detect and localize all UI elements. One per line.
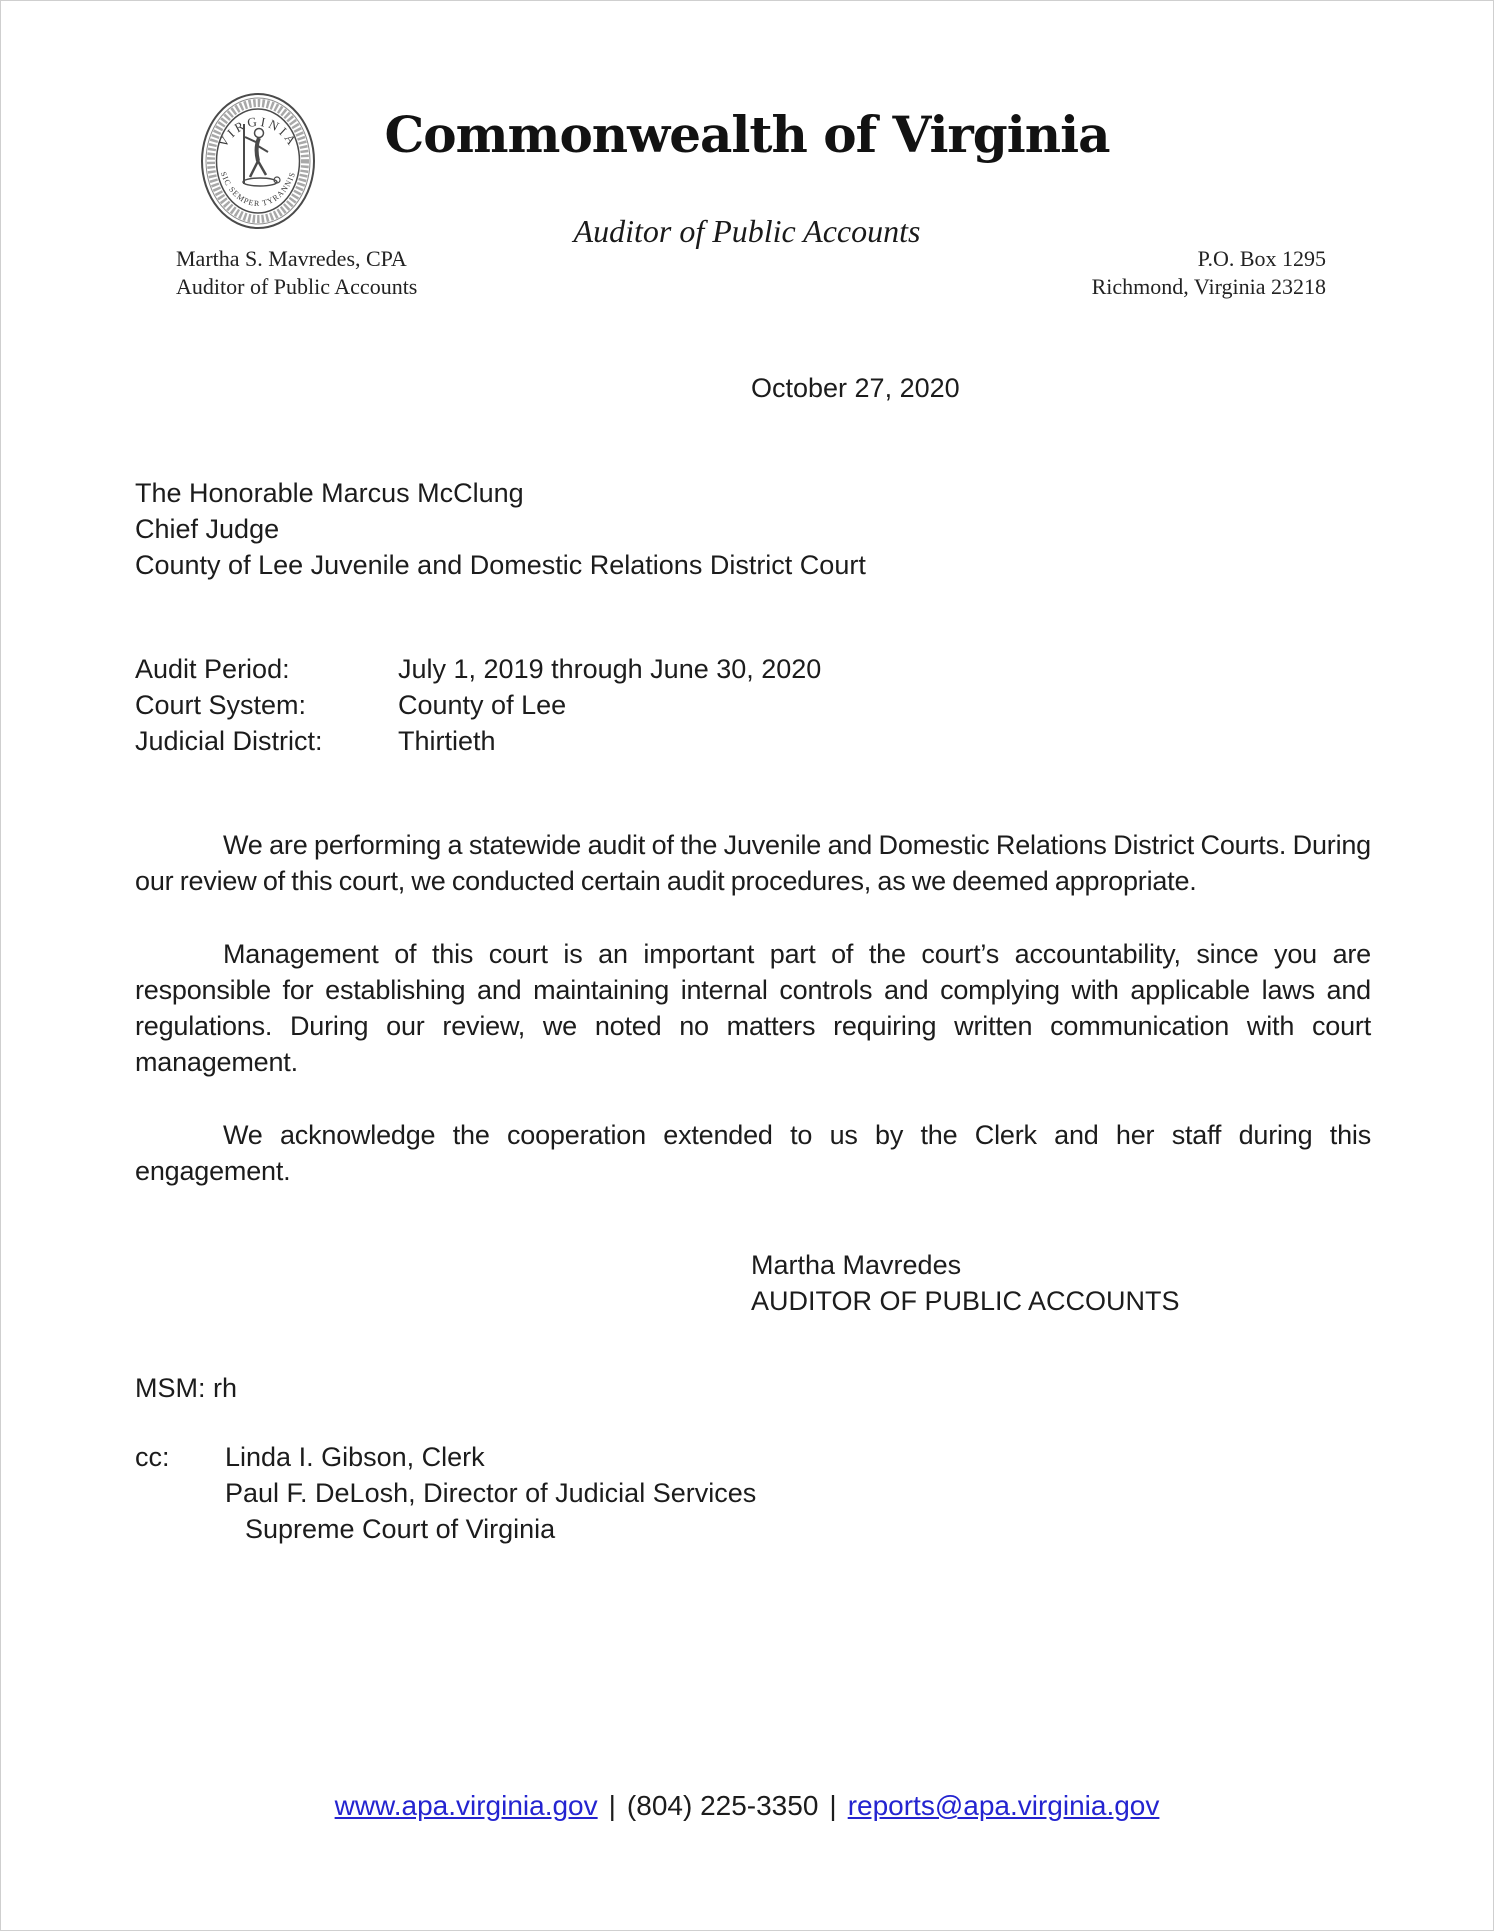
audit-period-row <box>135 651 821 687</box>
signature-title: AUDITOR OF PUBLIC ACCOUNTS <box>751 1286 1180 1316</box>
footer-separator: | <box>829 1790 837 1821</box>
reference-initials: MSM: rh <box>135 1373 238 1403</box>
letter-body <box>135 827 1371 1226</box>
letter-date: October 27, 2020 <box>751 373 960 403</box>
footer-contact-bar <box>1 1790 1493 1822</box>
judicial-district-value: Thirtieth <box>398 726 496 756</box>
recipient-block <box>135 475 866 583</box>
footer-separator: | <box>608 1790 616 1821</box>
address-po-box: P.O. Box 1295 <box>1197 246 1326 271</box>
official-title: Auditor of Public Accounts <box>176 274 418 299</box>
address-city: Richmond, Virginia 23218 <box>1091 274 1326 299</box>
official-name: Martha S. Mavredes, CPA <box>176 246 407 271</box>
audit-period-value: July 1, 2019 through June 30, 2020 <box>398 654 822 684</box>
official-block <box>176 245 417 301</box>
cc-block <box>135 1439 756 1547</box>
cc-entries <box>225 1439 756 1547</box>
letterhead-title: Commonwealth of Virginia <box>384 105 1110 164</box>
recipient-title: Chief Judge <box>135 514 280 544</box>
website-link[interactable]: www.apa.virginia.gov <box>334 1790 598 1821</box>
court-system-label: Court System: <box>135 690 307 720</box>
audit-period-label: Audit Period: <box>135 654 290 684</box>
judicial-district-label: Judicial District: <box>135 726 323 756</box>
svg-text:SIC SEMPER TYRANNIS <box>219 170 298 208</box>
cc-entry-director: Paul F. DeLosh, Director of Judicial Services <box>225 1478 757 1508</box>
phone-number: (804) 225-3350 <box>626 1790 819 1821</box>
paragraph-3: We acknowledge the cooperation extended to us by the Clerk and her staff during this engagement. <box>135 1120 1371 1186</box>
signature-name: Martha Mavredes <box>751 1250 962 1280</box>
judicial-district-row <box>135 723 821 759</box>
recipient-name: The Honorable Marcus McClung <box>135 478 524 508</box>
signature-block <box>751 1247 1180 1319</box>
seal-top-text: VIRGINIA <box>215 113 301 150</box>
seal-bottom-text: SIC SEMPER TYRANNIS <box>218 170 298 209</box>
audit-info-block <box>135 651 821 759</box>
address-block <box>1092 245 1326 301</box>
paragraph-2: Management of this court is an important part of the court’s accountability, since you are responsible for establishing and maintaining internal controls and complying with applicable laws and regulations. During our review, we noted no matters requiring written communication with court management. <box>135 939 1371 1077</box>
email-link[interactable]: reports@apa.virginia.gov <box>847 1790 1160 1821</box>
cc-entry-supreme-court: Supreme Court of Virginia <box>245 1514 556 1544</box>
court-system-row <box>135 687 821 723</box>
recipient-court: County of Lee Juvenile and Domestic Relations District Court <box>135 550 866 580</box>
cc-entry-clerk: Linda I. Gibson, Clerk <box>225 1442 485 1472</box>
letterhead-subtitle: Auditor of Public Accounts <box>573 213 921 249</box>
court-system-value: County of Lee <box>398 690 567 720</box>
paragraph-1: We are performing a statewide audit of the Juvenile and Domestic Relations District Courts. During our review of this court, we conducted certain audit procedures, as we deemed appropriate. <box>135 830 1371 896</box>
cc-label: cc: <box>135 1442 170 1472</box>
